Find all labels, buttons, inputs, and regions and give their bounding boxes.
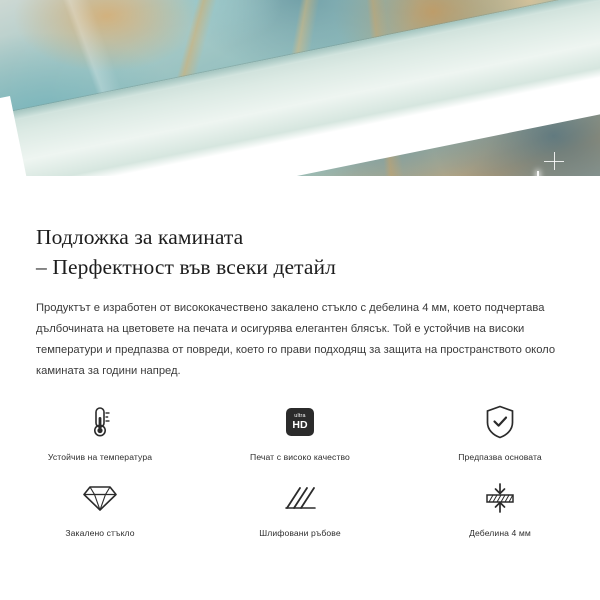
badge-top-label: ultra <box>294 412 306 419</box>
feature-label: Печат с високо качество <box>250 452 350 462</box>
diamond-icon <box>83 476 117 520</box>
feature-label: Предпазва основата <box>458 452 542 462</box>
thermometer-icon <box>85 400 115 444</box>
description-paragraph: Продуктът е изработен от висококачествено закалено стъкло с дебелина 4 мм, което подчертава дълбочината на цветовете на печата и осигурява елегантен блясък. Той е устойчив на високи температури и предпазва от повреди, което го прави подходящ за защита на пространството около камината за години напред. <box>36 302 556 377</box>
ultra-hd-badge-icon <box>286 400 314 444</box>
feature-label: Закалено стъкло <box>65 528 135 538</box>
page-title <box>0 222 600 282</box>
feature-item-thickness <box>400 476 600 538</box>
shield-check-icon <box>484 400 516 444</box>
feature-item-tempered-glass <box>0 476 200 538</box>
feature-row-1 <box>0 400 600 462</box>
feature-item-protects-base <box>400 400 600 462</box>
hero-product-image <box>0 0 600 218</box>
feature-item-polished-edges <box>200 476 400 538</box>
feature-item-print-quality <box>200 400 400 462</box>
feature-row-2 <box>0 476 600 538</box>
text-content <box>0 222 600 382</box>
feature-label: Шлифовани ръбове <box>259 528 341 538</box>
polished-edges-icon <box>283 476 317 520</box>
thickness-arrows-icon <box>482 476 518 520</box>
sparkle-small-icon <box>543 150 565 172</box>
badge-bottom-label: HD <box>292 418 308 431</box>
feature-item-temperature <box>0 400 200 462</box>
feature-label: Дебелина 4 мм <box>469 528 531 538</box>
page-title-line-2: – Перфектност във всеки детайл <box>36 255 336 279</box>
image-bottom-mask <box>0 176 600 218</box>
feature-label: Устойчив на температура <box>47 452 153 462</box>
page-title-line-1: Подложка за камината <box>36 225 244 249</box>
feature-grid <box>0 400 600 538</box>
